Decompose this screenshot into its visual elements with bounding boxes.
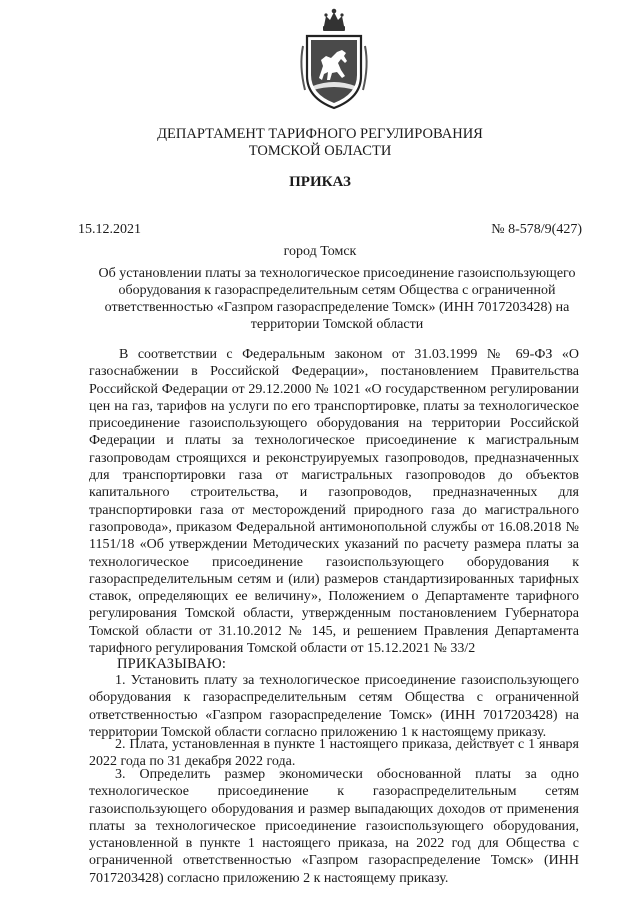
order-date: 15.12.2021: [78, 222, 141, 237]
order-subject: Об установлении платы за технологическое присоединение газоиспользующего оборудования к газораспределительным сетям Общества с ограниченной ответственностью «Газпром газораспределение Томск» (ИНН 7017203428) на территории Томской области: [98, 266, 576, 332]
order-item-1: 1. Установить плату за технологическое присоединение газоиспользующего оборудования к газораспределительным сетям Общества с ограниченной ответственностью «Газпром газораспределение Томск» (ИНН 7017203428) на территории Томской области согласно приложению 1 к настоящему приказу.: [89, 673, 579, 740]
department-name-line2: ТОМСКОЙ ОБЛАСТИ: [248, 143, 392, 159]
document-type-title: ПРИКАЗ: [289, 174, 351, 190]
tomsk-coat-of-arms-icon: [297, 6, 371, 114]
orders-heading: ПРИКАЗЫВАЮ:: [117, 656, 227, 672]
order-item-3: 3. Определить размер экономически обоснованной платы за одно технологическое присоединение к газораспределительным сетям газоиспользующего оборудования и размер выпадающих доходов от применения платы за технологическое присоединение газоиспользующего оборудования, установленной в пункте 1 настоящего приказа, на 2022 год для Общества с ограниченной ответственностью «Газпром газораспределение Томск» (ИНН 7017203428) согласно приложению 2 к настоящему приказу.: [89, 767, 579, 886]
order-number: № 8-578/9(427): [491, 222, 582, 237]
department-name-line1: ДЕПАРТАМЕНТ ТАРИФНОГО РЕГУЛИРОВАНИЯ: [157, 126, 483, 142]
city-name: город Томск: [283, 244, 357, 259]
order-item-2: 2. Плата, установленная в пункте 1 настоящего приказа, действует с 1 января 2022 года по 31 декабря 2022 года.: [89, 737, 579, 770]
preamble-paragraph: В соответствии с Федеральным законом от 31.03.1999 № 69-ФЗ «О газоснабжении в Российской Федерации», постановлением Правительства Российской Федерации от 29.12.2000 № 1021 «О государственном регулировании цен на газ, тарифов на услуги по его транспортировке, платы за технологическое присоединение газоиспользующего оборудования на территории Российской Федерации и платы за технологическое присоединение к магистральным газопроводам строящихся и реконструируемых газопроводов, предназначенных для транспортировки газа от магистральных газопроводов до объектов капитального строительства, и газопроводов, предназначенных для транспортировки газа от месторождений природного газа до магистрального газопровода», приказом Федеральной антимонопольной службы от 16.08.2018 № 1151/18 «Об утверждении Методических указаний по расчету размера платы за технологическое присоединение газоиспользующего оборудования к газораспределительным сетям и (или) размеров стандартизированных тарифных ставок, определяющих ее величину», Положением о Департаменте тарифного регулирования Томской области, утвержденным постановлением Губернатора Томской области от 31.10.2012 № 145, и решением Правления Департамента тарифного регулирования Томской области от 15.12.2021 № 33/2: [89, 347, 579, 657]
